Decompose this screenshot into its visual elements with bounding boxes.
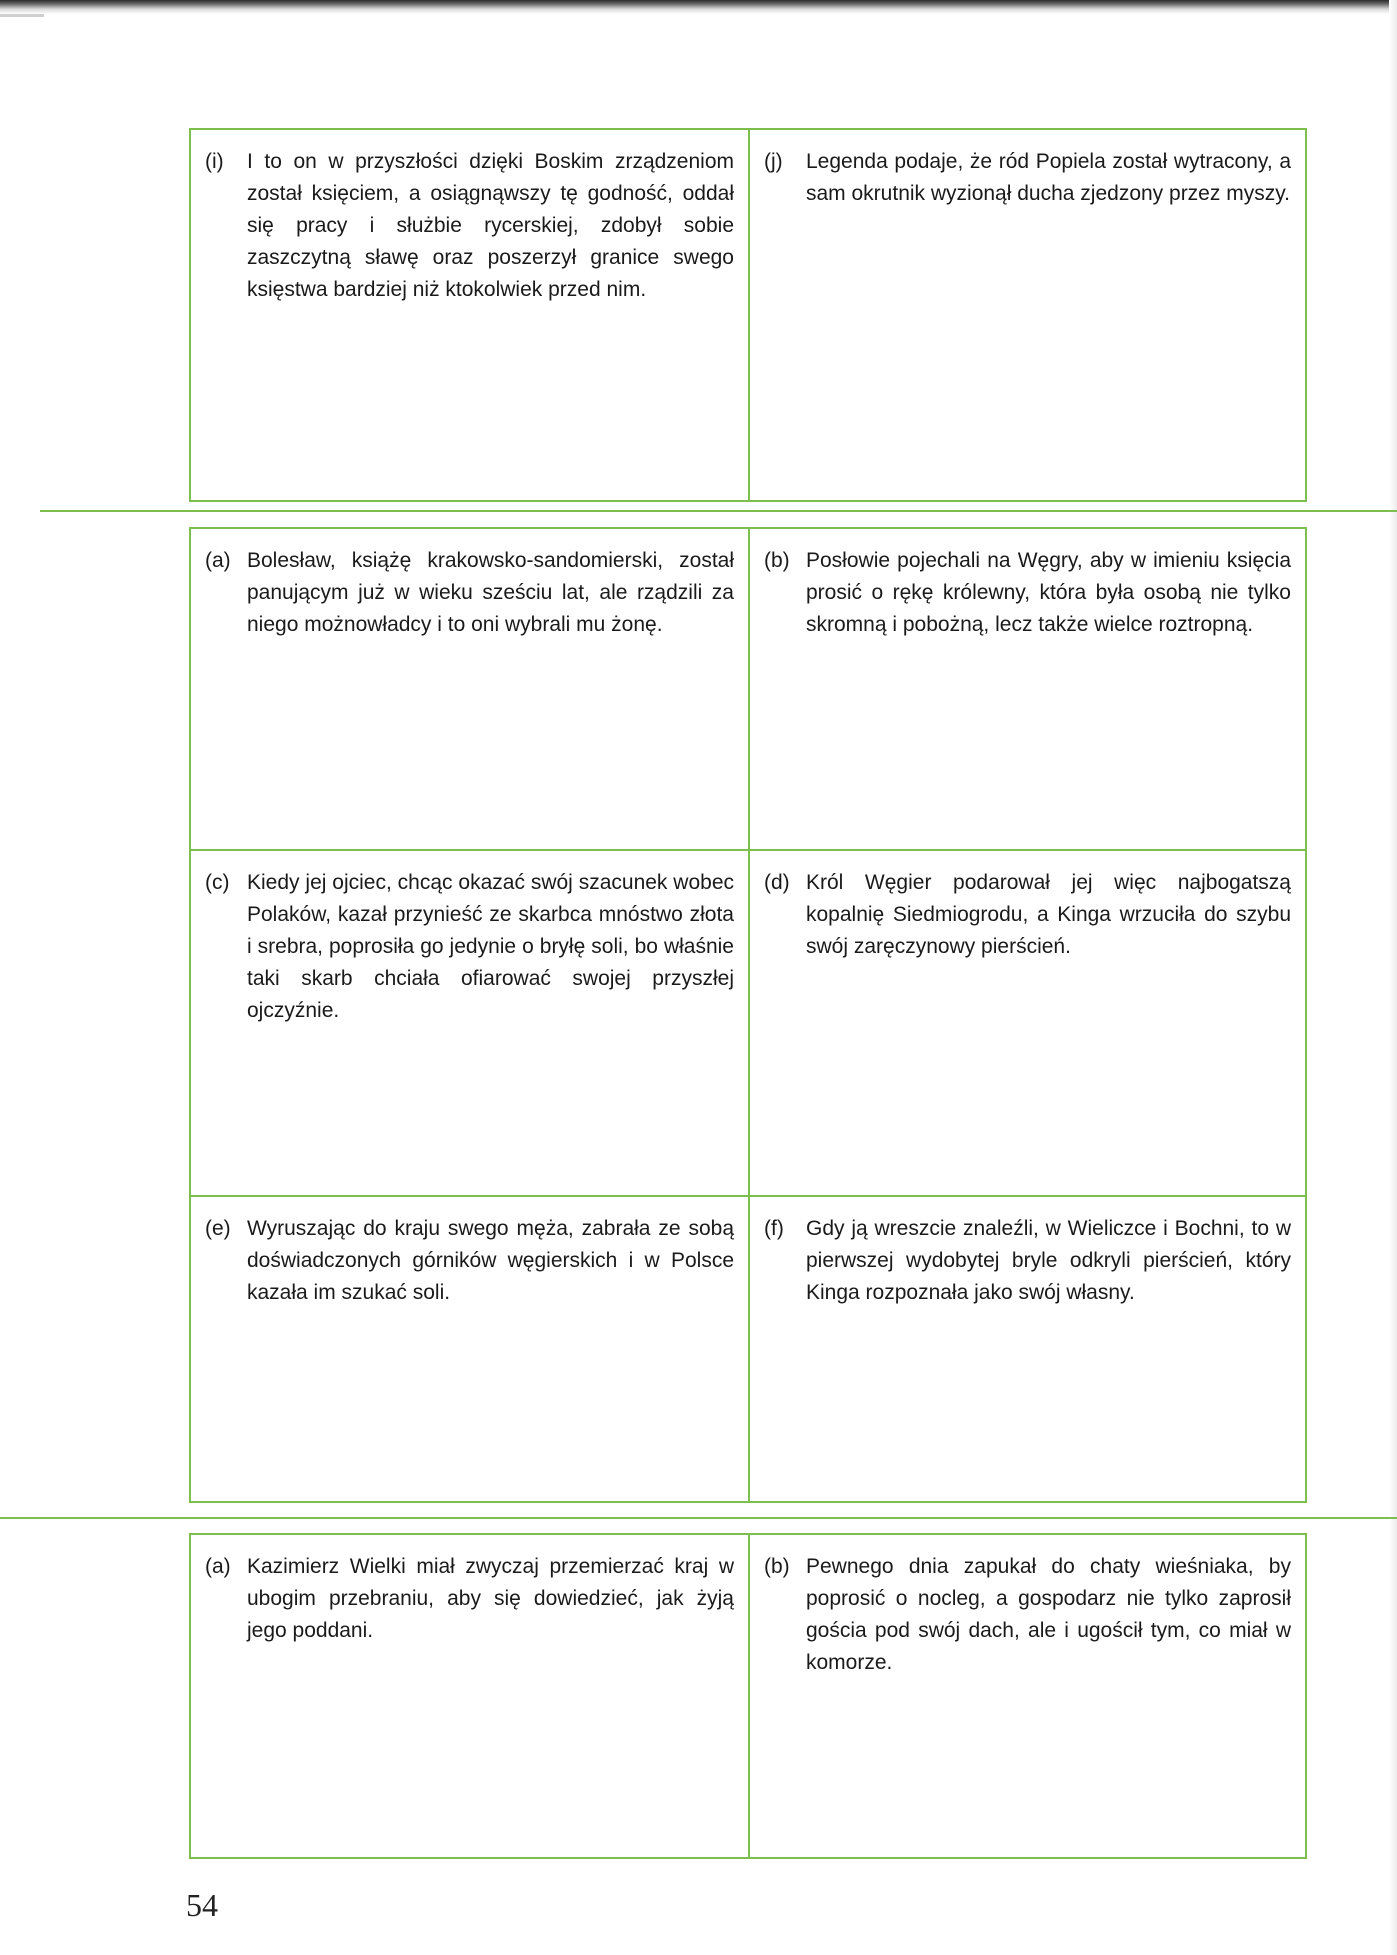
card-text: Wyruszając do kraju swego męża, zabrała ze sobą doświadczonych górników węgierskich i w Polsce kazała im szukać soli. [247, 1217, 734, 1304]
card-text: I to on w przyszłości dzięki Boskim zrządzeniom został księciem, a osiągnąwszy tę godność, oddał się pracy i służbie rycerskiej, zdobył sobie zaszczytną sławę oraz poszerzył granice swego księstwa bardziej niż ktokolwiek przed nim. [247, 150, 734, 301]
card-grid-section-1 [189, 128, 1307, 502]
card-letter: (f) [764, 1217, 784, 1240]
card-b [748, 1535, 1305, 1857]
card-row [191, 1195, 1305, 1501]
card-f [748, 1197, 1305, 1501]
card-text: Gdy ją wreszcie znaleźli, w Wieliczce i Bochni, to w pierwszej wydobytej bryle odkryli pierścień, który Kinga rozpoznała jako swój własny. [806, 1217, 1291, 1304]
card-row [191, 1535, 1305, 1857]
card-d [748, 851, 1305, 1195]
card-text: Posłowie pojechali na Węgry, aby w imieniu księcia prosić o rękę królewny, która była osobą nie tylko skromną i pobożną, lecz także wielce roztropną. [806, 549, 1291, 636]
card-letter: (a) [205, 549, 231, 572]
card-letter: (c) [205, 871, 230, 894]
scan-shadow-top [0, 0, 1397, 14]
card-a [191, 529, 748, 849]
card-text: Pewnego dnia zapukał do chaty wieśniaka, by poprosić o nocleg, a gospodarz nie tylko zaprosił gościa pod swój dach, ale i ugościł tym, co miał w komorze. [806, 1555, 1291, 1674]
cut-line-1 [40, 510, 1397, 512]
card-row [191, 130, 1305, 500]
card-letter: (b) [764, 549, 790, 572]
card-b [748, 529, 1305, 849]
card-grid-section-2 [189, 527, 1307, 1503]
card-row [191, 529, 1305, 849]
card-letter: (a) [205, 1555, 231, 1578]
card-letter: (i) [205, 150, 224, 173]
card-text: Legenda podaje, że ród Popiela został wytracony, a sam okrutnik wyzionął ducha zjedzony przez myszy. [806, 150, 1291, 205]
card-letter: (j) [764, 150, 783, 173]
card-grid-section-3 [189, 1533, 1307, 1859]
card-letter: (b) [764, 1555, 790, 1578]
card-i [191, 130, 748, 500]
cut-line-2 [0, 1517, 1397, 1519]
card-text: Król Węgier podarował jej więc najbogatszą kopalnię Siedmiogrodu, a Kinga wrzuciła do szybu swój zaręczynowy pierścień. [806, 871, 1291, 958]
scan-mark [0, 14, 44, 17]
scan-shadow-right [1389, 0, 1397, 1955]
card-letter: (e) [205, 1217, 231, 1240]
card-letter: (d) [764, 871, 790, 894]
page-number: 54 [186, 1887, 218, 1923]
card-text: Bolesław, książę krakowsko-sandomierski, został panującym już w wieku sześciu lat, ale rządzili za niego możnowładcy i to oni wybrali mu żonę. [247, 549, 734, 636]
card-a [191, 1535, 748, 1857]
card-row [191, 849, 1305, 1195]
card-e [191, 1197, 748, 1501]
card-c [191, 851, 748, 1195]
card-text: Kazimierz Wielki miał zwyczaj przemierzać kraj w ubogim przebraniu, aby się dowiedzieć, jak żyją jego poddani. [247, 1555, 734, 1642]
card-text: Kiedy jej ojciec, chcąc okazać swój szacunek wobec Polaków, kazał przynieść ze skarbca mnóstwo złota i srebra, poprosiła go jedynie o bryłę soli, bo właśnie taki skarb chciała ofiarować swojej przyszłej ojczyźnie. [247, 871, 734, 1022]
card-j [748, 130, 1305, 500]
